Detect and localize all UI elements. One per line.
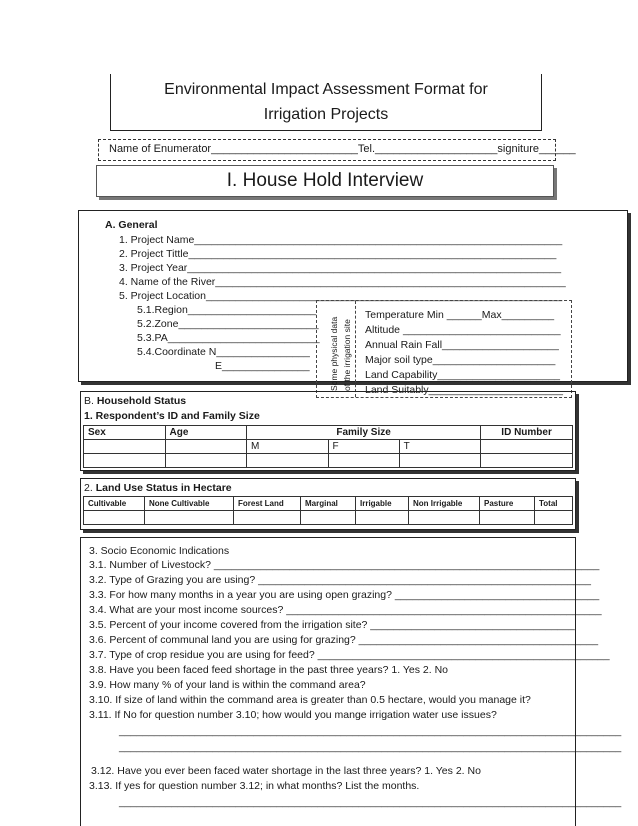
sex-entry-cell[interactable] — [84, 454, 166, 468]
sub-m: M — [247, 440, 329, 454]
id-cell[interactable] — [481, 440, 573, 454]
pasture-cell[interactable] — [480, 511, 535, 525]
household-heading-prefix: B. — [84, 395, 94, 407]
q-3-9[interactable]: 3.9. How many % of your land is within the command area? — [89, 679, 366, 691]
col-age: Age — [165, 426, 247, 440]
document-title-line2: Irrigation Projects — [263, 106, 389, 123]
q-3-11[interactable]: 3.11. If No for question number 3.10; how would you mange irrigation water use issues? — [89, 709, 497, 721]
answer-line-3[interactable]: ______________________________________________________________________________________ — [119, 796, 622, 808]
altitude-field[interactable]: Altitude ___________________________ — [365, 324, 561, 336]
socio-heading: 3. Socio Economic Indications — [89, 545, 230, 557]
col-marginal: Marginal — [301, 497, 356, 511]
col-sex: Sex — [84, 426, 166, 440]
general-heading: A. General — [105, 219, 158, 231]
socio-economic-section — [80, 537, 622, 826]
f-entry-cell[interactable] — [328, 454, 399, 468]
id-entry-cell[interactable] — [481, 454, 573, 468]
q-3-13[interactable]: 3.13. If yes for question number 3.12; in what months? List the months. — [89, 780, 420, 792]
q-3-2[interactable]: 3.2. Type of Grazing you are using? _________________________________________________________ — [89, 574, 591, 586]
temperature-field[interactable]: Temperature Min ______Max_________ — [365, 309, 555, 321]
col-family-size: Family Size — [247, 426, 481, 440]
irrigable-cell[interactable] — [356, 511, 409, 525]
household-heading-title: Household Status — [96, 395, 187, 407]
q-3-8[interactable]: 3.8. Have you been faced feed shortage in the past three years? 1. Yes 2. No — [89, 664, 448, 676]
land-suitability-field[interactable]: Land Suitably_______________________ — [365, 384, 563, 396]
zone-field[interactable]: 5.2.Zone________________________ — [137, 318, 319, 330]
physical-data-box — [316, 300, 572, 398]
rainfall-field[interactable]: Annual Rain Fall____________________ — [365, 339, 559, 351]
t-entry-cell[interactable] — [399, 454, 481, 468]
total-cell[interactable] — [535, 511, 573, 525]
land-use-heading-title: Land Use Status in Hectare — [95, 482, 232, 494]
land-capability-field[interactable]: Land Capability_____________________ — [365, 369, 561, 381]
sub-f: F — [328, 440, 399, 454]
coordinate-n-field[interactable]: 5.4.Coordinate N________________ — [137, 346, 310, 358]
enumerator-field[interactable]: Name of Enumerator________________________Tel.____________________signiture______ — [98, 139, 556, 161]
sub-t: T — [399, 440, 481, 454]
document-title-line1: Environmental Impact Assessment Format for — [164, 81, 488, 98]
section-heading: I. House Hold Interview — [96, 165, 554, 197]
land-use-heading-prefix: 2. — [84, 482, 93, 494]
col-non-irrigable: Non Irrigable — [409, 497, 480, 511]
col-irrigable: Irrigable — [356, 497, 409, 511]
land-use-table — [83, 496, 573, 525]
land-use-section — [80, 478, 576, 530]
col-pasture: Pasture — [480, 497, 535, 511]
q-3-5[interactable]: 3.5. Percent of your income covered from the irrigation site? ___________________________________ — [89, 619, 575, 631]
col-id-number: ID Number — [481, 426, 573, 440]
soil-type-field[interactable]: Major soil type_____________________ — [365, 354, 556, 366]
region-field[interactable]: 5.1.Region______________________ — [137, 304, 317, 316]
age-entry-cell[interactable] — [165, 454, 247, 468]
project-year-field[interactable]: 3. Project Year________________________________________________________________ — [119, 262, 562, 274]
col-none-cultivable: None Cultivable — [145, 497, 234, 511]
project-name-field[interactable]: 1. Project Name_______________________________________________________________ — [119, 234, 563, 246]
non-irrigable-cell[interactable] — [409, 511, 480, 525]
q-3-3[interactable]: 3.3. For how many months in a year you are using open grazing? ___________________________________ — [89, 589, 600, 601]
river-name-field[interactable]: 4. Name of the River____________________________________________________________ — [119, 276, 566, 288]
forest-land-cell[interactable] — [234, 511, 301, 525]
vertical-label-1: Some physical data — [329, 316, 339, 391]
col-forest-land: Forest Land — [234, 497, 301, 511]
col-total: Total — [535, 497, 573, 511]
marginal-cell[interactable] — [301, 511, 356, 525]
none-cultivable-cell[interactable] — [145, 511, 234, 525]
cultivable-cell[interactable] — [84, 511, 145, 525]
q-3-12[interactable]: 3.12. Have you ever been faced water shortage in the last three years? 1. Yes 2. No — [91, 765, 481, 777]
sex-cell[interactable] — [84, 440, 166, 454]
title-box — [110, 74, 542, 131]
respondent-heading: 1. Respondent’s ID and Family Size — [84, 410, 260, 422]
project-title-field[interactable]: 2. Project Tittle_______________________________________________________________ — [119, 248, 557, 260]
q-3-6[interactable]: 3.6. Percent of communal land you are using for grazing? _________________________________________ — [89, 634, 599, 646]
col-cultivable: Cultivable — [84, 497, 145, 511]
answer-line-1[interactable]: ______________________________________________________________________________________ — [119, 725, 622, 737]
respondent-table — [83, 425, 573, 468]
answer-line-2[interactable]: ______________________________________________________________________________________ — [119, 741, 622, 753]
land-use-heading — [84, 482, 232, 494]
coordinate-e-field[interactable]: E_______________ — [215, 360, 310, 372]
project-location-field[interactable]: 5. Project Location_____________________________________________________________ — [119, 290, 563, 302]
dashed-divider — [355, 301, 356, 397]
q-3-1[interactable]: 3.1. Number of Livestock? __________________________________________________________________ — [89, 559, 600, 571]
age-cell[interactable] — [165, 440, 247, 454]
vertical-label-2: of the irrigation site — [342, 319, 352, 391]
household-section — [80, 391, 576, 471]
q-3-10[interactable]: 3.10. If size of land within the command area is greater than 0.5 hectare, would you manage it? — [89, 694, 531, 706]
m-entry-cell[interactable] — [247, 454, 329, 468]
pa-field[interactable]: 5.3.PA__________________________ — [137, 332, 320, 344]
q-3-7[interactable]: 3.7. Type of crop residue you are using for feed? __________________________________________________ — [89, 649, 610, 661]
household-heading — [84, 395, 186, 407]
q-3-4[interactable]: 3.4. What are your most income sources? ______________________________________________________ — [89, 604, 602, 616]
